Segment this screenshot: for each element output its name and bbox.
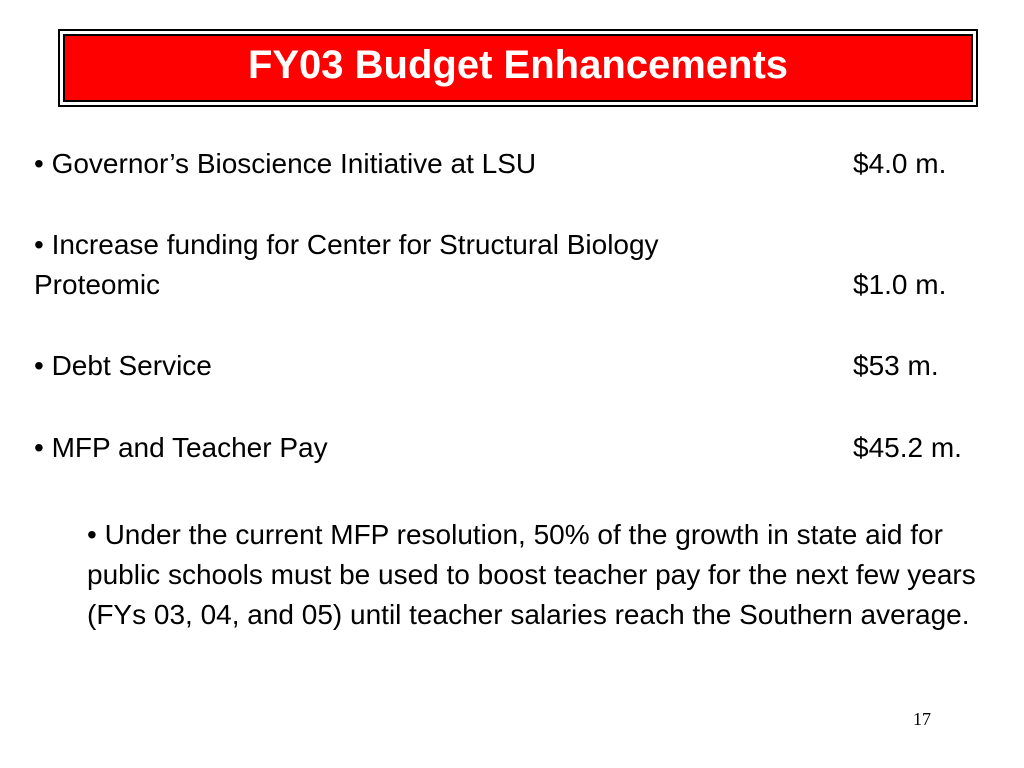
slide-title: FY03 Budget Enhancements xyxy=(247,43,789,87)
item-mfp-teacher-pay-amount: $45.2 m. xyxy=(853,432,962,463)
item-structural-biology-amount: $1.0 m. xyxy=(853,269,947,300)
item-governor-bioscience: • Governor’s Bioscience Initiative at LSU xyxy=(34,148,537,179)
item-structural-biology-continued: Proteomic xyxy=(34,269,161,300)
page-number: 17 xyxy=(913,709,931,729)
item-mfp-teacher-pay: • MFP and Teacher Pay xyxy=(34,432,328,463)
item-debt-service: • Debt Service xyxy=(34,350,212,381)
item-debt-service-amount: $53 m. xyxy=(853,350,939,381)
title-banner xyxy=(63,34,973,102)
item-governor-bioscience-amount: $4.0 m. xyxy=(853,148,947,179)
title-box xyxy=(58,29,978,107)
sub-bullet-mfp-resolution: • Under the current MFP resolution, 50% of the growth in state aid for public schools must be used to boost teacher pay for the next few years (FYs 03, 04, and 05) until teacher salaries reach the Southern average. xyxy=(87,519,976,630)
item-structural-biology: • Increase funding for Center for Structural Biology xyxy=(34,229,659,260)
